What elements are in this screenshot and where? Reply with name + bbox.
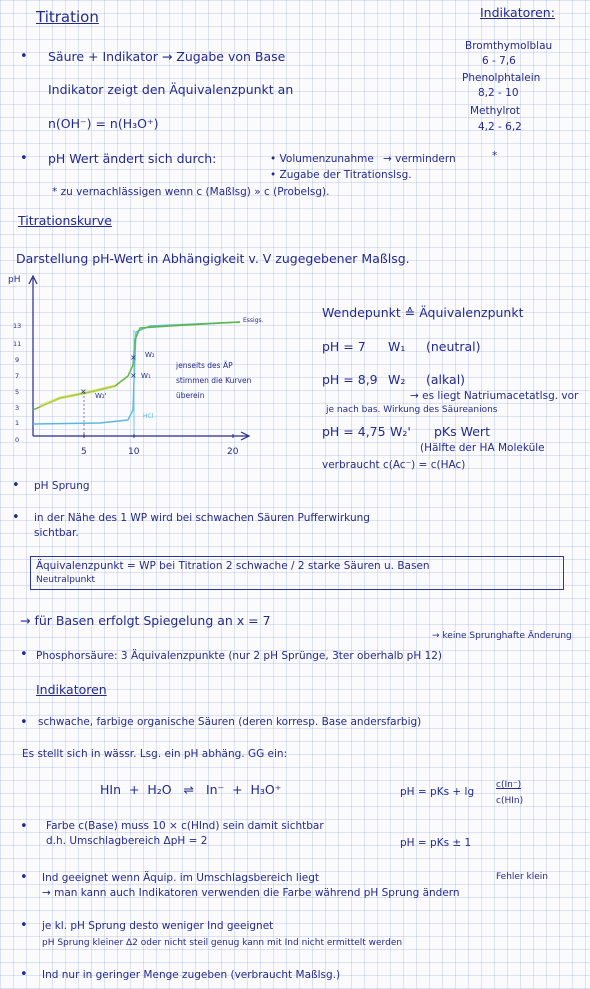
ind-line-1: schwache, farbige organische Säuren (deren korresp. Base andersfarbig) <box>38 716 422 728</box>
indicator-bromthymolblau-range: 6 - 7,6 <box>482 55 516 67</box>
basen-line: → für Basen erfolgt Spiegelung an x = 7 <box>20 613 271 628</box>
intro-line-2: Indikator zeigt den Äquivalenzpunkt an <box>48 82 294 97</box>
indikatoren-heading: Indikatoren <box>36 682 107 697</box>
y-tick-9: 9 <box>15 356 20 364</box>
ind-line-3: Farbe c(Base) muss 10 × c(HInd) sein damit sichtbar <box>46 820 324 832</box>
wende-row2-ph: pH = 8,9 <box>322 372 378 387</box>
ind-line-9: Ind nur in geringer Menge zugeben (verbraucht Maßlsg.) <box>42 969 341 981</box>
wende-row7: verbraucht c(Ac⁻) = c(HAc) <box>322 459 466 471</box>
aeq-line-2: Neutralpunkt <box>36 575 96 585</box>
label-hcl: HCl <box>143 413 154 420</box>
bullet-1: • <box>20 49 28 64</box>
label-essig: Essigs. <box>243 317 264 324</box>
ind-line-4: d.h. Umschlagbereich ΔpH = 2 <box>46 835 208 847</box>
ind-equation-2b: c(In⁻) <box>496 780 522 790</box>
wende-row2-w: W₂ <box>388 372 406 387</box>
intro-line-3: n(OH⁻) = n(H₃O⁺) <box>48 116 159 131</box>
sprung-line-3: sichtbar. <box>34 527 79 539</box>
bullet-8: • <box>20 870 28 885</box>
bullet-10: • <box>20 967 28 982</box>
ind-line-4b: pH = pKs ± 1 <box>400 837 472 849</box>
label-w2p: W₂' <box>95 392 107 400</box>
ind-equation-2c: c(HIn) <box>496 796 524 806</box>
label-w2: W₂ <box>145 351 155 359</box>
bullet-9: • <box>20 918 28 933</box>
y-axis-label: pH <box>8 275 21 285</box>
wende-row5-w: W₂' <box>390 424 411 439</box>
y-tick-0: 0 <box>15 436 20 444</box>
wende-row1-desc: (neutral) <box>426 339 481 354</box>
ind-equation-2a: pH = pKs + lg <box>400 786 475 798</box>
indicator-phenolphtalein-range: 8,2 - 10 <box>478 87 519 99</box>
bullet-4: • <box>12 510 20 525</box>
ind-line-8: pH Sprung kleiner Δ2 oder nicht steil genug kann mit Ind nicht ermittelt werden <box>42 938 403 948</box>
indicator-methylrot: Methylrot <box>470 105 521 117</box>
titrationskurve-description: Darstellung pH-Wert in Abhängigkeit v. V zugegebener Maßlsg. <box>16 251 410 266</box>
bullet-5: • <box>20 647 28 662</box>
intro-line-4a: pH Wert ändert sich durch: <box>48 151 217 166</box>
y-tick-labels <box>13 322 21 444</box>
point-w1-marker: × <box>130 371 137 380</box>
bullet-6: • <box>20 715 28 730</box>
y-tick-11: 11 <box>13 340 22 348</box>
bullet-2: • <box>20 151 28 166</box>
titrationskurve-heading: Titrationskurve <box>18 213 112 228</box>
y-tick-7: 7 <box>15 372 20 380</box>
ind-line-7: je kl. pH Sprung desto weniger Ind geeignet <box>42 920 274 932</box>
y-tick-13: 13 <box>13 322 22 330</box>
y-tick-1: 1 <box>15 419 20 427</box>
page-title: Titration <box>36 8 99 26</box>
ind-line-6: → man kann auch Indikatoren verwenden die Farbe während pH Sprung ändern <box>42 887 460 899</box>
ind-line-5b: Fehler klein <box>496 872 548 882</box>
x-tick-10: 10 <box>128 447 140 457</box>
x-tick-5: 5 <box>81 447 87 457</box>
indicator-bromthymolblau: Bromthymolblau <box>465 40 553 52</box>
note-line-3: überein <box>176 391 205 400</box>
x-tick-labels <box>81 447 239 457</box>
wende-row1-ph: pH = 7 <box>322 339 366 354</box>
y-tick-5: 5 <box>15 388 20 396</box>
intro-line-1: Säure + Indikator → Zugabe von Base <box>48 49 286 64</box>
intro-line-4b: • Volumenzunahme <box>270 153 374 165</box>
phos-line-1: Phosphorsäure: 3 Äquivalenzpunkte (nur 2 pH Sprünge, 3ter oberhalb pH 12) <box>36 650 443 662</box>
wendepunkt-heading: Wendepunkt ≙ Äquivalenzpunkt <box>322 305 524 320</box>
ind-equation: HIn + H₂O ⇌ In⁻ + H₃O⁺ <box>100 782 282 797</box>
wende-row5-desc: pKs Wert <box>434 424 490 439</box>
ind-line-5: Ind geeignet wenn Äquip. im Umschlagsbereich liegt <box>42 872 319 884</box>
sprung-line-2: in der Nähe des 1 WP wird bei schwachen Säuren Pufferwirkung <box>34 512 370 524</box>
aeq-line-1: Äquivalenzpunkt = WP bei Titration 2 schwache / 2 starke Säuren u. Basen <box>36 560 430 572</box>
y-tick-3: 3 <box>15 404 20 412</box>
x-tick-20: 20 <box>227 447 239 457</box>
intro-line-4d: * <box>492 150 498 162</box>
indicator-phenolphtalein: Phenolphtalein <box>462 72 541 84</box>
wende-row1-w: W₁ <box>388 339 406 354</box>
bullet-7: • <box>20 819 28 834</box>
point-w2-marker: × <box>130 353 137 362</box>
sprung-line-1: pH Sprung <box>34 480 90 492</box>
indicator-methylrot-range: 4,2 - 6,2 <box>478 121 522 133</box>
note-line-2: stimmen die Kurven <box>176 376 252 385</box>
wende-row6: (Hälfte der HA Moleküle <box>420 442 545 454</box>
note-line-1: jenseits des ÄP <box>176 361 233 370</box>
phos-note: → keine Sprunghafte Änderung <box>432 631 572 641</box>
wende-row3: → es liegt Natriumacetatlsg. vor <box>410 390 579 402</box>
intro-line-6: * zu vernachlässigen wenn c (Maßlsg) » c (Probelsg). <box>52 186 330 198</box>
intro-line-5: • Zugabe der Titrationslsg. <box>270 169 412 181</box>
wende-row4: je nach bas. Wirkung des Säureanions <box>326 405 498 415</box>
bullet-3: • <box>12 478 20 493</box>
titration-curve-graph <box>0 270 300 460</box>
ind-line-2: Es stellt sich in wässr. Lsg. ein pH abhäng. GG ein: <box>22 748 288 760</box>
point-w2p-marker: × <box>80 387 87 396</box>
wende-row5-ph: pH = 4,75 <box>322 424 386 439</box>
label-w1: W₁ <box>141 372 151 380</box>
wende-row2-desc: (alkal) <box>426 372 466 387</box>
intro-line-4c: → vermindern <box>383 153 456 165</box>
indicator-header: Indikatoren: <box>480 5 555 20</box>
